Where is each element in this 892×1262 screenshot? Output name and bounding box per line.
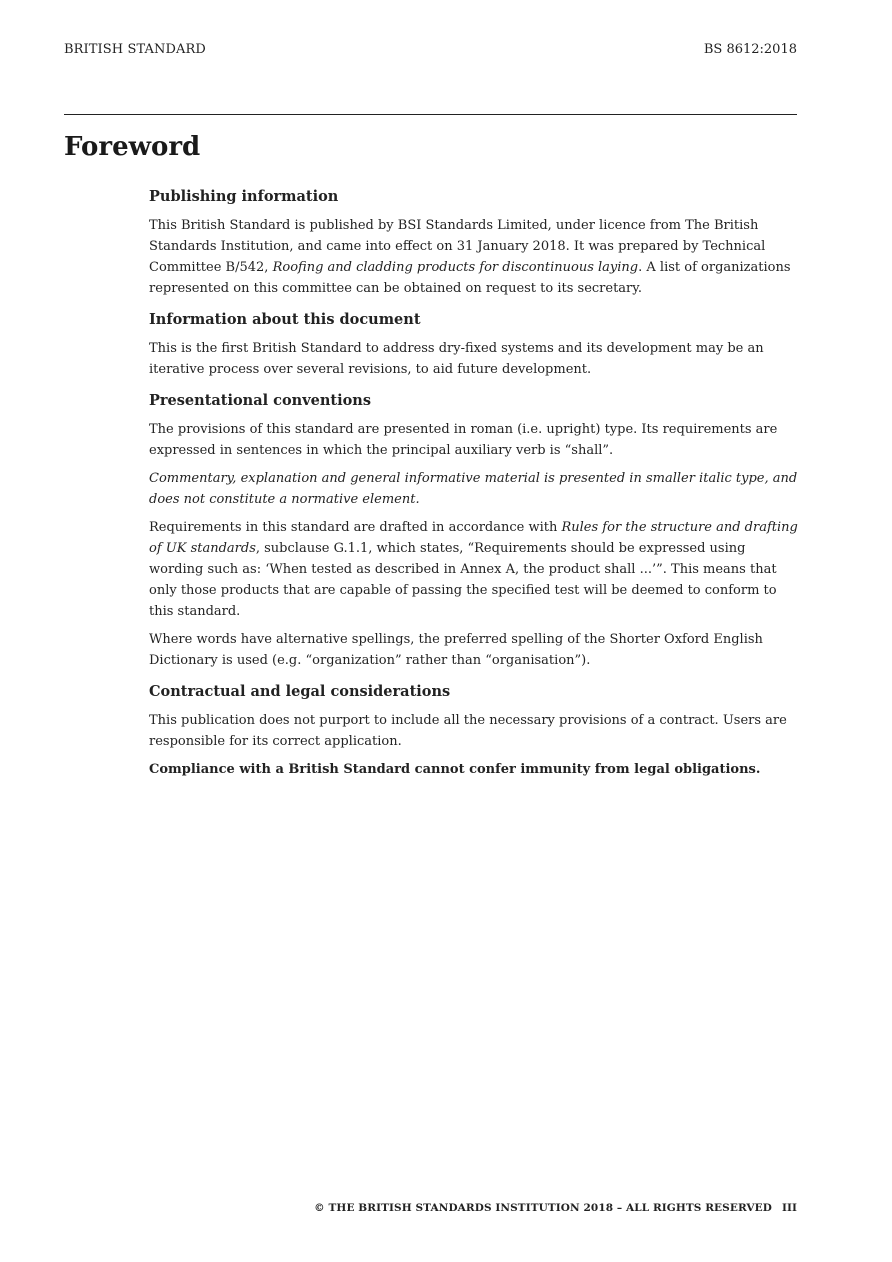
requirements-text-end: , subclause G.1.1, which states, “Requirements should be expressed using wording such as: ‘When tested as described in Annex A, the product shall ...’”. This means that only those products that are capable of passing the specified test will be deemed to conform to this standard. (149, 541, 777, 619)
section-heading: Contractual and legal considerations (149, 683, 451, 700)
requirements-text-start: Requirements in this standard are drafted in accordance with (149, 520, 562, 535)
running-header-right: BS 8612:2018 (703, 42, 797, 57)
requirements-paragraph (149, 517, 801, 622)
commentary-paragraph: Commentary, explanation and general informative material is presented in smaller italic type, and does not constitute a normative element. (149, 471, 798, 507)
page-title: Foreword (64, 132, 201, 162)
information-paragraph: This is the first British Standard to address dry-fixed systems and its development may be an iterative process over several revisions, to aid future development. (149, 341, 764, 377)
publishing-text-start: This British Standard is published by BSI Standards Limited, under licence from The British Standards Institution, and came into effect on 31 January 2018. It was prepared by Technical Committee B/542, (149, 218, 766, 275)
section-contractual-legal (149, 681, 801, 780)
contract-paragraph: This publication does not purport to include all the necessary provisions of a contract. Users are responsible for its correct application. (149, 713, 787, 749)
compliance-statement: Compliance with a British Standard cannot confer immunity from legal obligations. (149, 762, 761, 777)
running-header-left: BRITISH STANDARD (64, 42, 206, 57)
spelling-paragraph: Where words have alternative spellings, the preferred spelling of the Shorter Oxford English Dictionary is used (e.g. “organization” rather than “organisation”). (149, 632, 763, 668)
section-heading: Presentational conventions (149, 392, 371, 409)
copyright-notice: © THE BRITISH STANDARDS INSTITUTION 2018 – ALL RIGHTS RESERVED (314, 1202, 772, 1214)
page-number: III (781, 1202, 797, 1214)
rules-title: Rules for the structure and drafting of UK standards (149, 520, 798, 556)
section-publishing-information (149, 186, 801, 299)
provisions-paragraph: The provisions of this standard are presented in roman (i.e. upright) type. Its requirements are expressed in sentences in which the principal auxiliary verb is “shall”. (149, 422, 778, 458)
header-divider (64, 114, 797, 115)
section-information-about-document (149, 309, 801, 380)
page-footer (314, 1202, 797, 1214)
committee-title: Roofing and cladding products for discontinuous laying (272, 260, 639, 275)
publishing-text-end: . A list of organizations represented on this committee can be obtained on request to its secretary. (149, 260, 791, 296)
section-heading: Publishing information (149, 188, 339, 205)
foreword-body (149, 186, 801, 787)
publishing-paragraph (149, 215, 801, 299)
section-presentational-conventions (149, 390, 801, 671)
section-heading: Information about this document (149, 311, 421, 328)
